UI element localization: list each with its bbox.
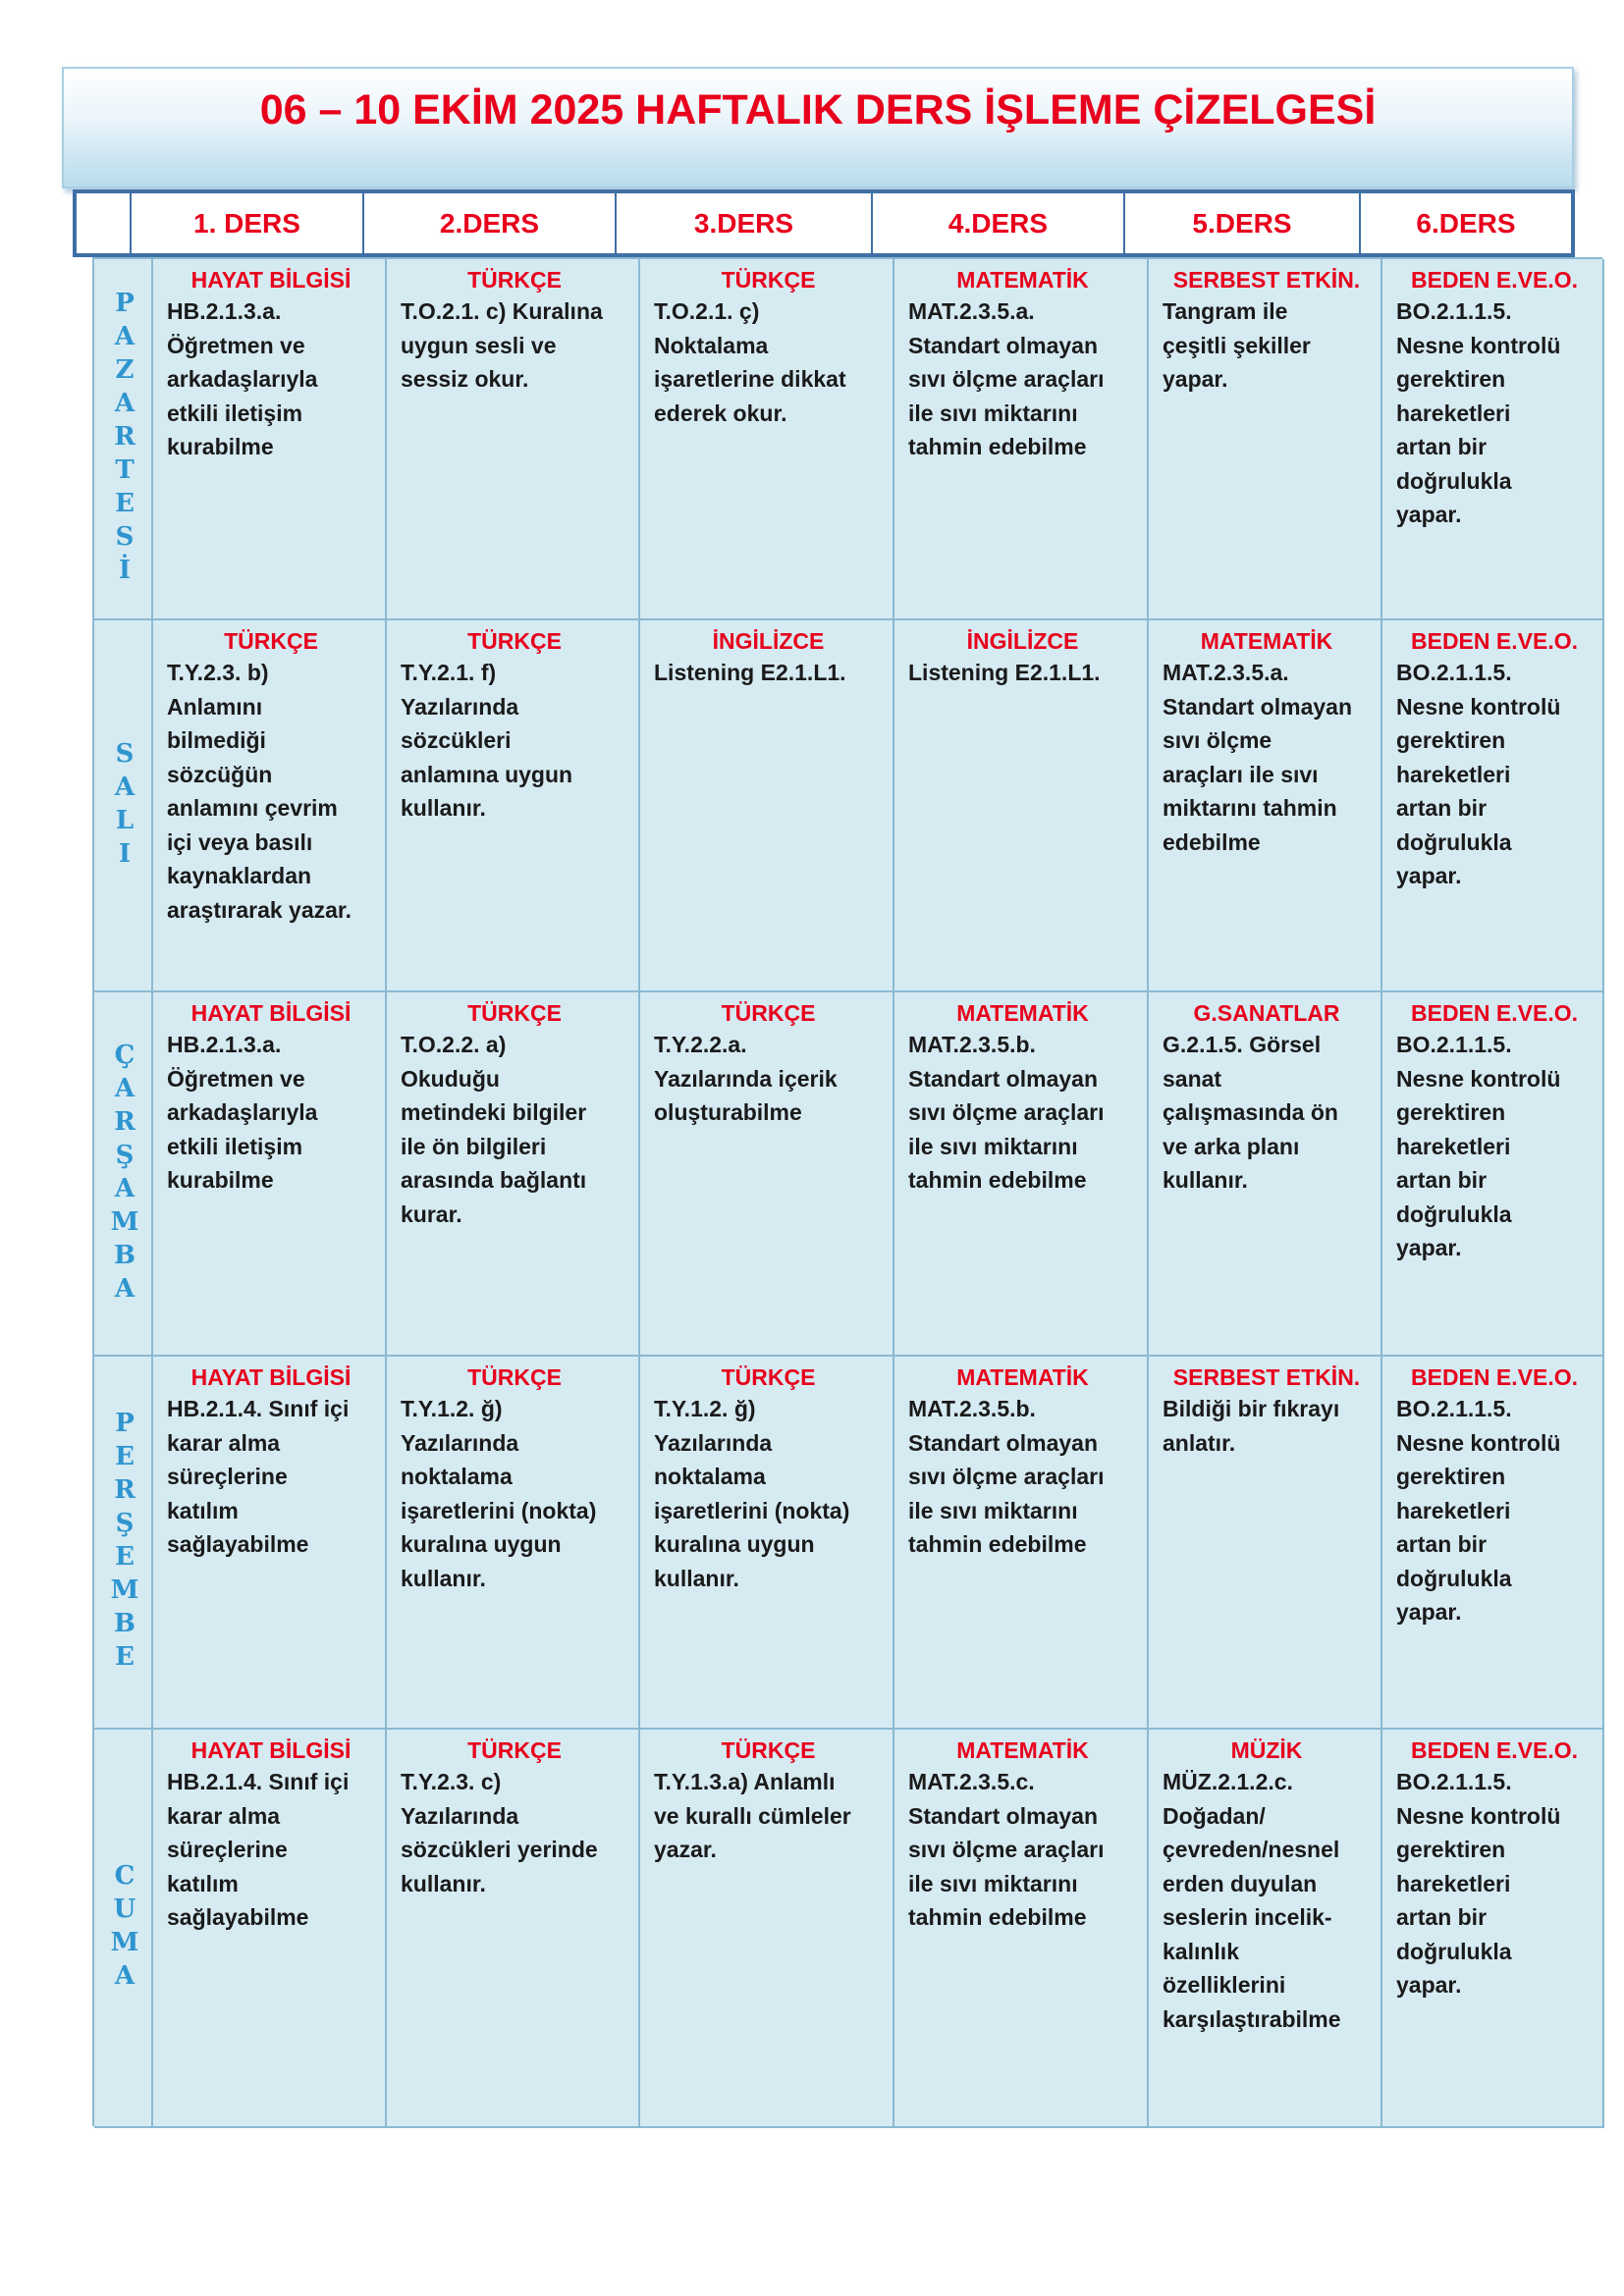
lesson-subject: HAYAT BİLGİSİ (190, 267, 352, 293)
schedule-table (92, 257, 1602, 2126)
lesson-cell (640, 1357, 894, 1730)
lesson-cell (894, 992, 1149, 1357)
lesson-objective: Listening E2.1.L1. (654, 660, 846, 685)
lesson-objective: T.Y.1.2. ğ) Yazılarında noktalama işaretlerini (nokta) kuralına uygun kullanır. (654, 1396, 850, 1591)
lesson-subject: MATEMATİK (956, 1364, 1089, 1390)
lesson-cell (1382, 992, 1604, 1357)
lesson-subject: MÜZİK (1230, 1737, 1303, 1763)
lesson-objective: T.Y.2.1. f) Yazılarında sözcükleri anlamına uygun kullanır. (401, 660, 573, 821)
lesson-cell (894, 1357, 1149, 1730)
lesson-objective: Listening E2.1.L1. (908, 660, 1101, 685)
day-name: SALI (110, 738, 139, 873)
header-period-1: 1. DERS (130, 193, 362, 253)
lesson-subject: BEDEN E.VE.O. (1411, 1364, 1578, 1390)
lesson-subject: TÜRKÇE (721, 1000, 816, 1026)
lesson-objective: BO.2.1.1.5. Nesne kontrolü gerektiren hareketleri artan bir doğrulukla yapar. (1396, 1032, 1561, 1260)
day-label-cell (94, 259, 153, 620)
lesson-cell (1149, 992, 1382, 1357)
lesson-cell (387, 259, 640, 620)
lesson-subject: BEDEN E.VE.O. (1411, 1000, 1578, 1026)
day-name: ÇARŞAMBA (110, 1040, 139, 1308)
lesson-objective: T.Y.1.2. ğ) Yazılarında noktalama işaretlerini (nokta) kuralına uygun kullanır. (401, 1396, 597, 1591)
lesson-objective: HB.2.1.4. Sınıf içi karar alma süreçlerine katılım sağlayabilme (167, 1769, 350, 1930)
lesson-objective: BO.2.1.1.5. Nesne kontrolü gerektiren hareketleri artan bir doğrulukla yapar. (1396, 660, 1561, 888)
lesson-subject: TÜRKÇE (721, 1364, 816, 1390)
lesson-subject: TÜRKÇE (467, 267, 562, 293)
header-period-6: 6.DERS (1359, 193, 1571, 253)
lesson-cell (640, 259, 894, 620)
lesson-objective: HB.2.1.3.a. Öğretmen ve arkadaşlarıyla etkili iletişim kurabilme (167, 1032, 318, 1193)
lesson-subject: TÜRKÇE (467, 1737, 562, 1763)
lesson-cell (894, 1730, 1149, 2128)
lesson-cell (387, 1730, 640, 2128)
lesson-objective: T.O.2.1. ç) Noktalama işaretlerine dikkat ederek okur. (654, 298, 846, 426)
lesson-objective: MAT.2.3.5.a. Standart olmayan sıvı ölçme araçları ile sıvı miktarını tahmin edebilme (1163, 660, 1352, 855)
lesson-cell (640, 1730, 894, 2128)
day-label-cell (94, 620, 153, 992)
lesson-subject: İNGİLİZCE (712, 628, 825, 654)
lesson-objective: T.Y.1.3.a) Anlamlı ve kurallı cümleler yazar. (654, 1769, 851, 1862)
lesson-objective: T.Y.2.2.a. Yazılarında içerik oluşturabilme (654, 1032, 838, 1125)
lesson-cell (1382, 620, 1604, 992)
lesson-subject: TÜRKÇE (467, 1000, 562, 1026)
lesson-cell (153, 620, 387, 992)
lesson-objective: MÜZ.2.1.2.c. Doğadan/ çevreden/nesnel erden duyulan seslerin incelik- kalınlık özelliklerini karşılaştırabilme (1163, 1769, 1341, 2032)
lesson-subject: TÜRKÇE (721, 1737, 816, 1763)
header-period-2: 2.DERS (362, 193, 615, 253)
lesson-subject: BEDEN E.VE.O. (1411, 267, 1578, 293)
lesson-objective: G.2.1.5. Görsel sanat çalışmasında ön ve arka planı kullanır. (1163, 1032, 1338, 1193)
lesson-subject: G.SANATLAR (1193, 1000, 1340, 1026)
lesson-cell (1149, 1357, 1382, 1730)
lesson-subject: İNGİLİZCE (966, 628, 1079, 654)
lesson-cell (1149, 1730, 1382, 2128)
lesson-cell (640, 620, 894, 992)
lesson-subject: MATEMATİK (956, 267, 1089, 293)
lesson-cell (387, 1357, 640, 1730)
lesson-subject: SERBEST ETKİN. (1172, 1364, 1361, 1390)
day-label-cell (94, 992, 153, 1357)
day-label-cell (94, 1730, 153, 2128)
lesson-cell (1382, 1357, 1604, 1730)
lesson-cell (153, 992, 387, 1357)
lesson-subject: HAYAT BİLGİSİ (190, 1737, 352, 1763)
lesson-objective: MAT.2.3.5.c. Standart olmayan sıvı ölçme araçları ile sıvı miktarını tahmin edebilme (908, 1769, 1105, 1930)
lesson-cell (153, 259, 387, 620)
lesson-objective: MAT.2.3.5.a. Standart olmayan sıvı ölçme araçları ile sıvı miktarını tahmin edebilme (908, 298, 1105, 459)
lesson-cell (153, 1357, 387, 1730)
lesson-subject: HAYAT BİLGİSİ (190, 1364, 352, 1390)
lesson-subject: SERBEST ETKİN. (1172, 267, 1361, 293)
lesson-subject: MATEMATİK (1200, 628, 1333, 654)
day-label-cell (94, 1357, 153, 1730)
lesson-objective: T.Y.2.3. b) Anlamını bilmediği sözcüğün anlamını çevrim içi veya basılı kaynaklardan araştırarak yazar. (167, 660, 352, 923)
lesson-objective: MAT.2.3.5.b. Standart olmayan sıvı ölçme araçları ile sıvı miktarını tahmin edebilme (908, 1032, 1105, 1193)
lesson-objective: HB.2.1.4. Sınıf içi karar alma süreçlerine katılım sağlayabilme (167, 1396, 350, 1557)
lesson-subject: BEDEN E.VE.O. (1411, 1737, 1578, 1763)
lesson-cell (894, 620, 1149, 992)
lesson-objective: Bildiği bir fıkrayı anlatır. (1163, 1396, 1340, 1456)
period-header-row (73, 189, 1575, 257)
lesson-subject: TÜRKÇE (224, 628, 318, 654)
lesson-objective: BO.2.1.1.5. Nesne kontrolü gerektiren hareketleri artan bir doğrulukla yapar. (1396, 1769, 1561, 1998)
lesson-objective: MAT.2.3.5.b. Standart olmayan sıvı ölçme araçları ile sıvı miktarını tahmin edebilme (908, 1396, 1105, 1557)
lesson-subject: HAYAT BİLGİSİ (190, 1000, 352, 1026)
lesson-cell (1382, 259, 1604, 620)
lesson-subject: MATEMATİK (956, 1737, 1089, 1763)
lesson-objective: Tangram ile çeşitli şekiller yapar. (1163, 298, 1311, 392)
lesson-cell (1149, 620, 1382, 992)
lesson-objective: BO.2.1.1.5. Nesne kontrolü gerektiren hareketleri artan bir doğrulukla yapar. (1396, 1396, 1561, 1625)
day-name: PERŞEMBE (110, 1409, 139, 1676)
lesson-cell (153, 1730, 387, 2128)
lesson-cell (640, 992, 894, 1357)
lesson-cell (387, 992, 640, 1357)
header-period-3: 3.DERS (615, 193, 871, 253)
lesson-subject: TÜRKÇE (467, 628, 562, 654)
lesson-cell (387, 620, 640, 992)
day-name: PAZARTESİ (110, 289, 139, 589)
lesson-objective: T.O.2.2. a) Okuduğu metindeki bilgiler ile ön bilgileri arasında bağlantı kurar. (401, 1032, 587, 1227)
lesson-subject: TÜRKÇE (467, 1364, 562, 1390)
lesson-cell (1149, 259, 1382, 620)
lesson-subject: MATEMATİK (956, 1000, 1089, 1026)
lesson-objective: T.Y.2.3. c) Yazılarında sözcükleri yerinde kullanır. (401, 1769, 598, 1896)
lesson-objective: BO.2.1.1.5. Nesne kontrolü gerektiren hareketleri artan bir doğrulukla yapar. (1396, 298, 1561, 527)
day-name: CUMA (110, 1861, 139, 1995)
lesson-objective: T.O.2.1. c) Kuralına uygun sesli ve sessiz okur. (401, 298, 603, 392)
lesson-objective: HB.2.1.3.a. Öğretmen ve arkadaşlarıyla etkili iletişim kurabilme (167, 298, 318, 459)
title-banner (62, 67, 1574, 188)
header-period-4: 4.DERS (871, 193, 1123, 253)
header-corner (77, 193, 130, 253)
lesson-subject: BEDEN E.VE.O. (1411, 628, 1578, 654)
lesson-cell (1382, 1730, 1604, 2128)
lesson-subject: TÜRKÇE (721, 267, 816, 293)
lesson-cell (894, 259, 1149, 620)
header-period-5: 5.DERS (1123, 193, 1359, 253)
page-title: 06 – 10 EKİM 2025 HAFTALIK DERS İŞLEME ÇİZELGESİ (259, 86, 1377, 133)
